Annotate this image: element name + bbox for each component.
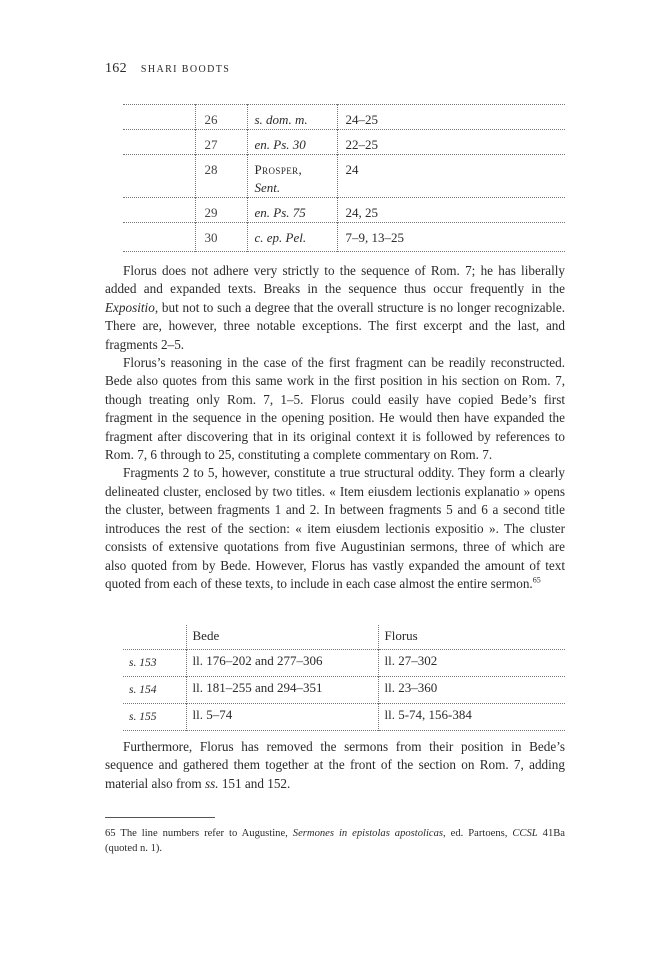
body-text-lower: [105, 738, 565, 793]
fragment-source: [247, 155, 337, 198]
fragment-number: 29: [195, 198, 247, 223]
fragment-source: s. dom. m.: [247, 105, 337, 130]
table-row: [123, 198, 565, 223]
table-row: [123, 223, 565, 252]
footnote-series: CCSL: [512, 828, 538, 839]
paragraph: Fragments 2 to 5, however, constitute a true structural oddity. They form a clearly delineated cluster, enclosed by two titles. « Item eiusdem lectionis explanatio » opens the cluster, between fragments 1 and 2. In between fragments 5 and 6 a second title introduces the rest of the section: « item eiusdem lectionis expositio ». The cluster consists of extensive quotations from five Augustinian sermons, three of which are also quoted from by Bede. However, Florus has vastly expanded the amount of text quoted from each of these texts, to include in each case almost the entire sermon.$^{65}$: [105, 465, 565, 591]
footnote-divider: [105, 817, 215, 818]
running-head-author: SHARI BOODTS: [140, 64, 231, 75]
body-text-upper: [105, 262, 565, 593]
source-author: Prosper,: [254, 162, 303, 177]
bede-lines: ll. 5–74: [186, 704, 378, 731]
fragment-lines: 24: [337, 155, 565, 198]
table-row: [123, 704, 565, 731]
footnote-number: 65: [105, 828, 116, 839]
fragment-lines: 22–25: [337, 130, 565, 155]
table-row: [123, 650, 565, 677]
fragment-number: 28: [195, 155, 247, 198]
column-header-florus: Florus: [378, 625, 565, 650]
footnote: 65 The line numbers refer to Augustine, Sermones in epistolas apostolicas, ed. Partoens, CCSL 41Ba (quoted n. 1).: [105, 828, 566, 854]
running-header: [105, 59, 230, 79]
paragraph: Furthermore, Florus has removed the sermons from their position in Bede’s sequence and gathered them together at the front of the section on Rom. 7, adding material also from ss. 151 and 152.: [105, 739, 565, 791]
sermon-id: s. 154: [129, 684, 157, 696]
abbreviation: ss.: [204, 775, 219, 791]
fragment-lines: 24, 25: [337, 198, 565, 223]
florus-lines: ll. 27–302: [378, 650, 565, 677]
bede-lines: ll. 176–202 and 277–306: [186, 650, 378, 677]
table-row: [123, 677, 565, 704]
fragments-table: [123, 104, 565, 252]
fragment-lines: 7–9, 13–25: [337, 223, 565, 252]
footnote-marker: 65: [532, 575, 541, 585]
sermon-id: s. 153: [129, 657, 157, 669]
paragraph: Florus’s reasoning in the case of the first fragment can be readily reconstructed. Bede also quotes from this same work in the first position in his section on Rom. 7, though treating only Rom. 7, 1–5. Florus could easily have copied Bede’s first fragment in the sequence in the opening position. He would then have expanded the fragment after discovering that in its original context it is followed by references to Rom. 7, 6 through to 25, constituting a complete commentary on Rom. 7.: [105, 355, 565, 463]
footnote-title: Sermones in epistolas apostolicas: [292, 828, 444, 839]
fragment-source: en. Ps. 30: [247, 130, 337, 155]
table-row: [123, 155, 565, 198]
paragraph: Florus does not adhere very strictly to the sequence of Rom. 7; he has liberally added and expanded texts. Breaks in the sequence thus occur frequently in the Expositio, but not to such a degree that the overall structure is no longer recognizable. There are, however, three notable exceptions. The first excerpt and the last, and fragments 2–5.: [105, 263, 565, 352]
source-work: Sent.: [254, 180, 281, 195]
florus-lines: ll. 23–360: [378, 677, 565, 704]
fragment-lines: 24–25: [337, 105, 565, 130]
table-row: [123, 105, 565, 130]
column-header-empty: [123, 625, 186, 650]
fragment-number: 26: [195, 105, 247, 130]
table-header-row: [123, 625, 565, 650]
work-title: Expositio: [105, 299, 155, 315]
fragment-number: 30: [195, 223, 247, 252]
bede-lines: ll. 181–255 and 294–351: [186, 677, 378, 704]
fragment-number: 27: [195, 130, 247, 155]
sermon-id: s. 155: [129, 711, 157, 723]
sermons-comparison-table: [123, 625, 565, 731]
page-number: 162: [105, 61, 127, 76]
florus-lines: ll. 5-74, 156-384: [378, 704, 565, 731]
fragment-source: c. ep. Pel.: [247, 223, 337, 252]
column-header-bede: Bede: [186, 625, 378, 650]
table-row: [123, 130, 565, 155]
fragment-source: en. Ps. 75: [247, 198, 337, 223]
